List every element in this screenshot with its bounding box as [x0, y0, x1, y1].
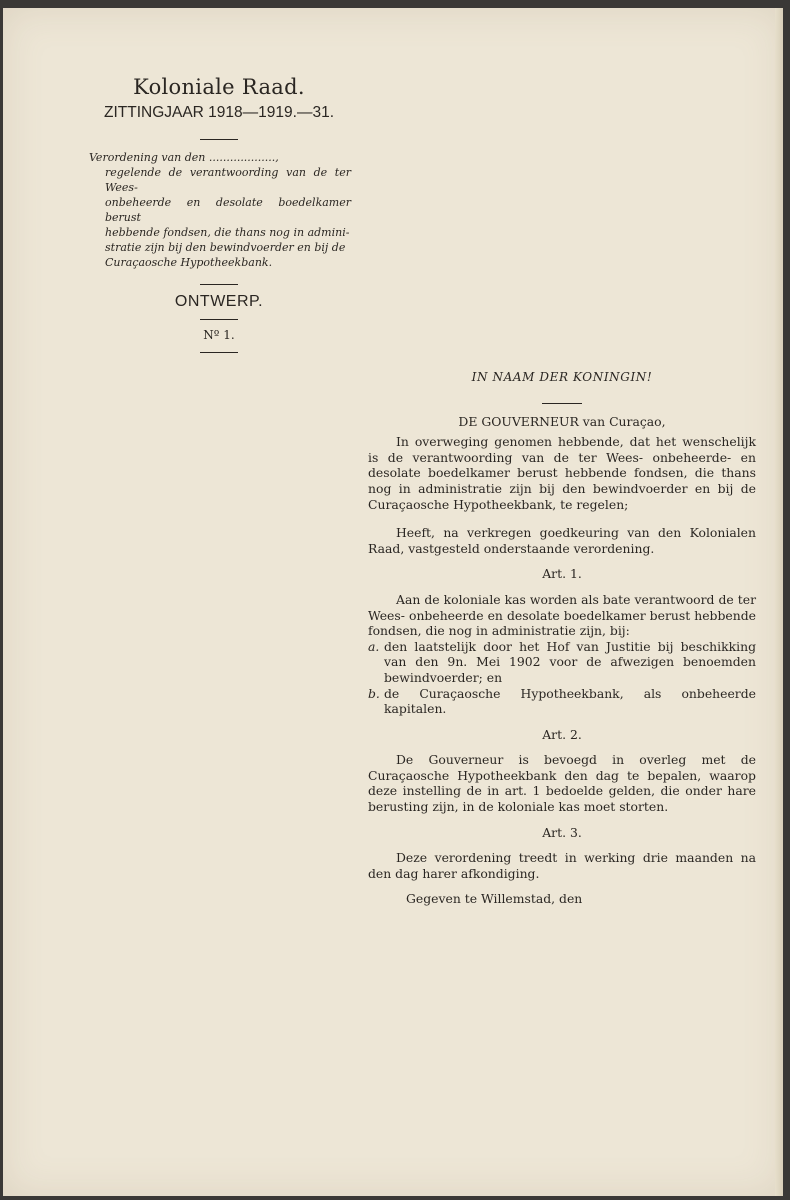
list-marker: b. [368, 685, 380, 701]
page-edge [775, 8, 783, 1196]
summary-line: Curaçaosche Hypotheekbank. [105, 256, 273, 269]
governor-heading: DE GOUVERNEUR van Curaçao, [458, 413, 666, 429]
document-header [83, 74, 355, 353]
list-item [368, 686, 756, 717]
article-heading: Art. 3. [542, 824, 582, 840]
preamble: In overweging genomen hebbende, dat het wenschelijk is de verantwoording van de ter Wees- onbeheerde- en desolate boedelkamer berust hebbende fondsen, die thans nog in administratie zijn bij den bewindvoerder en bij de Curaçaosche Hypotheekbank, te regelen; [368, 434, 756, 512]
list-text: de Curaçaosche Hypotheekbank, als onbeheerde kapitalen. [384, 685, 756, 717]
decree-body [368, 370, 756, 907]
divider [542, 403, 582, 404]
list-marker: a. [368, 638, 380, 654]
ordinance-summary [89, 150, 351, 270]
summary-line: onbeheerde en desolate boedelkamer berust [105, 196, 351, 224]
session-year: ZITTINGJAAR 1918—1919.—31. [103, 104, 334, 121]
list-text: den laatstelijk door het Hof van Justitie bij beschikking van den 9n. Mei 1902 voor de afwezigen benoemden bewindvoerder; en [384, 638, 756, 685]
closing-line: Gegeven te Willemstad, den [406, 891, 583, 907]
summary-line: Verordening van den ..................., [89, 151, 279, 164]
divider [200, 284, 238, 285]
article-text: De Gouverneur is bevoegd in overleg met de Curaçaosche Hypotheekbank den dag te bepalen, waarop deze instelling de in art. 1 bedoelde gelden, die onder hare berusting zijn, in de koloniale kas moet storten. [368, 752, 756, 815]
document-page [3, 8, 783, 1196]
draft-label: ONTWERP. [174, 293, 264, 310]
divider [200, 139, 238, 140]
draft-number: Nº 1. [203, 328, 235, 342]
divider [200, 319, 238, 320]
summary-line: stratie zijn bij den bewindvoerder en bij de [105, 241, 346, 254]
summary-line: regelende de verantwoording van de ter Wees- [105, 166, 351, 194]
council-title: Koloniale Raad. [133, 75, 305, 99]
invocation: IN NAAM DER KONINGIN! [471, 370, 653, 384]
article-heading: Art. 1. [542, 566, 582, 582]
divider [200, 352, 238, 353]
summary-line: hebbende fondsen, die thans nog in admini- [105, 226, 350, 239]
article-heading: Art. 2. [542, 726, 582, 742]
article-text: Aan de koloniale kas worden als bate verantwoord de ter Wees- onbeheerde en desolate boedelkamer berust hebbende fondsen, die nog in administratie zijn, bij: [368, 591, 756, 639]
enactment: Heeft, na verkregen goedkeuring van den Kolonialen Raad, vastgesteld onderstaande verordening. [368, 525, 756, 556]
list-item [368, 639, 756, 686]
article-text: Deze verordening treedt in werking drie maanden na den dag harer afkondiging. [368, 850, 756, 881]
